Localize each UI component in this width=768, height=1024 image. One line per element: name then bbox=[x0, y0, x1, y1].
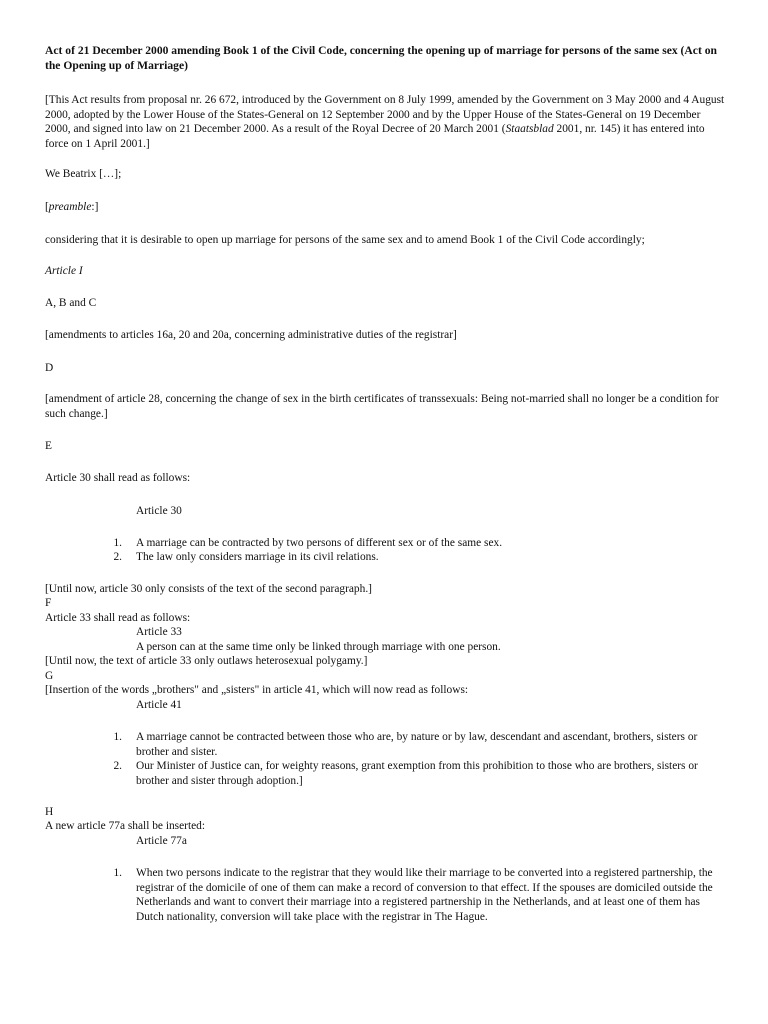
article-77a-heading: Article 77a bbox=[136, 835, 187, 847]
list-item: Our Minister of Justice can, for weighty reasons, grant exemption from this prohibition to those who are brothers, sisters or brother and sister through adoption.] bbox=[136, 760, 698, 787]
list-item-number: 2. bbox=[113, 551, 122, 563]
list-item: When two persons indicate to the registrar that they would like their marriage to be converted into a registered partnership, the registrar of the domicile of one of them can make a record of conversion to that effect. If the spouses are domiciled outside the Netherlands and want to convert their marriage into a registered partnership in the Netherlands, and at least one of them has Dutch nationality, conversion will take place with the registrar in The Hague. bbox=[136, 867, 713, 923]
section-d-label: D bbox=[45, 362, 54, 374]
intro-text-start: [This Act results from proposal nr. 26 672, introduced by the Government on 8 July 1999, amended by the Government on 3 May 2000 and 4 August 2000, adopted by the Lower House of the States-General on 12 September 2000 and by the Upper House of the States-General on 19 December 2000, and signed into law on 21 December 2000. As a result of the Royal Decree of 20 March 2001 ( bbox=[45, 94, 725, 135]
article-i-heading: Article I bbox=[45, 265, 83, 277]
section-f-intro: Article 33 shall read as follows: bbox=[45, 612, 191, 624]
staatsblad-term: Staatsblad bbox=[505, 123, 554, 135]
section-e-intro: Article 30 shall read as follows: bbox=[45, 472, 191, 484]
list-item-number: 1. bbox=[113, 867, 122, 879]
preamble-open: [ bbox=[45, 201, 49, 213]
article-33-text: A person can at the same time only be linked through marriage with one person. bbox=[136, 641, 501, 653]
preamble-close: :] bbox=[91, 201, 99, 213]
list-item: A marriage cannot be contracted between those who are, by nature or by law, descendant and ascendant, brothers, sisters or brother and sister. bbox=[136, 731, 698, 758]
considering-paragraph: considering that it is desirable to open up marriage for persons of the same sex and to amend Book 1 of the Civil Code accordingly; bbox=[45, 234, 645, 246]
we-beatrix-line: We Beatrix […]; bbox=[45, 168, 122, 180]
section-f-label: F bbox=[45, 597, 52, 609]
document-title: Act of 21 December 2000 amending Book 1 of the Civil Code, concerning the opening up of marriage for persons of the same sex (Act on the Opening up of Marriage) bbox=[45, 44, 717, 72]
preamble-line bbox=[45, 200, 98, 215]
section-h-intro: A new article 77a shall be inserted: bbox=[45, 820, 206, 832]
section-h-label: H bbox=[45, 806, 54, 818]
article-30-heading: Article 30 bbox=[136, 505, 182, 517]
list-item-number: 1. bbox=[113, 731, 122, 743]
list-item: The law only considers marriage in its civil relations. bbox=[136, 551, 379, 563]
intro-paragraph bbox=[45, 93, 725, 151]
article-41-heading: Article 41 bbox=[136, 699, 182, 711]
section-g-label: G bbox=[45, 670, 54, 682]
section-f-note: [Until now, the text of article 33 only outlaws heterosexual polygamy.] bbox=[45, 655, 368, 667]
section-d-note: [amendment of article 28, concerning the change of sex in the birth certificates of transsexuals: Being not-married shall no longer be a condition for such change.] bbox=[45, 393, 719, 420]
section-e-note: [Until now, article 30 only consists of the text of the second paragraph.] bbox=[45, 583, 372, 595]
section-g-intro: [Insertion of the words „brothers" and „sisters" in article 41, which will now read as follows: bbox=[45, 684, 469, 696]
preamble-word: preamble bbox=[48, 201, 92, 213]
list-item-number: 2. bbox=[113, 760, 122, 772]
list-item: A marriage can be contracted by two persons of different sex or of the same sex. bbox=[136, 537, 503, 549]
section-abc-label: A, B and C bbox=[45, 297, 97, 309]
intro-text-end: 2001, nr. 145) it has entered into force on 1 April 2001.] bbox=[45, 123, 705, 150]
section-abc-note: [amendments to articles 16a, 20 and 20a, concerning administrative duties of the registrar] bbox=[45, 329, 457, 341]
list-item-number: 1. bbox=[113, 537, 122, 549]
article-33-heading: Article 33 bbox=[136, 626, 182, 638]
section-e-label: E bbox=[45, 440, 52, 452]
